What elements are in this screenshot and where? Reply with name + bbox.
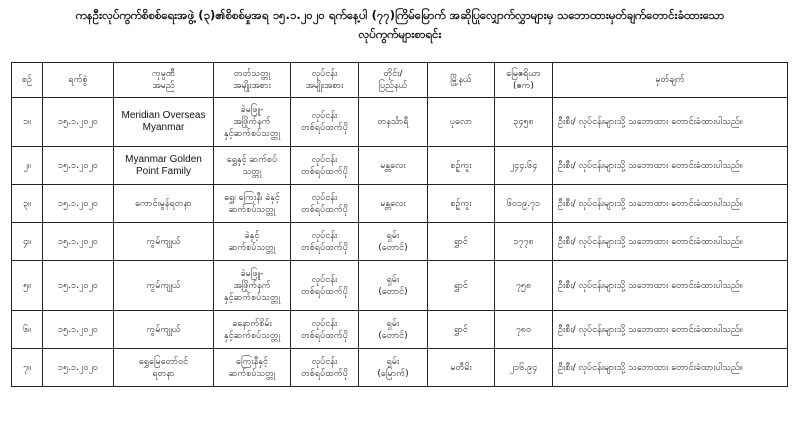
cell-date: ၁၅.၁.၂၀၂၀	[43, 261, 114, 311]
cell-remark: ဦးစီး/ လုပ်ငန်းများသို့ သဘောထား တောင်းခံထားပါသည်။	[553, 261, 788, 311]
cell-date: ၁၅.၁.၂၀၂၀	[43, 311, 114, 349]
cell-region-line: (တောင်)	[378, 330, 408, 341]
table-row	[12, 223, 788, 261]
cell-area: ၇၅၈	[495, 261, 553, 311]
cell-remark: ဦးစီး/ လုပ်ငန်းများသို့ သဘောထား တောင်းခံထားပါသည်။	[553, 185, 788, 223]
cell-no: ၂။	[12, 147, 43, 185]
cell-mineral-line: ဆက်စပ်သတ္တု	[228, 242, 276, 253]
cell-business-line: တစ်ရပ်ထက်ပို	[301, 286, 348, 297]
cell-area: ၆၀၁၉.၇၁	[495, 185, 553, 223]
cell-business	[291, 147, 359, 185]
cell-mineral-line: အဖြိုက်နက်	[233, 280, 271, 291]
cell-region	[359, 349, 428, 387]
cell-company	[114, 349, 214, 387]
header-date: ရက်စွဲ	[43, 63, 114, 98]
cell-no: ၁။	[12, 98, 43, 147]
cell-mineral	[214, 98, 291, 147]
cell-mineral-line: သတ္တု	[242, 166, 262, 177]
cell-business-line: တစ်ရပ်ထက်ပို	[301, 330, 348, 341]
cell-business-line: လုပ်ငန်း	[311, 111, 338, 121]
table-row	[12, 185, 788, 223]
cell-company	[114, 147, 214, 185]
cell-township: စဉ့်ကူး	[428, 185, 495, 223]
cell-company	[114, 98, 214, 147]
cell-region-line: ရှမ်း	[386, 274, 400, 285]
cell-business-line: လုပ်ငန်း	[311, 274, 338, 285]
header-area: မြေဧရိယာ (ဧက)	[495, 63, 553, 98]
cell-mineral-line: ခနောက်စိမ်း	[232, 318, 272, 329]
cell-company	[114, 311, 214, 349]
table-row	[12, 349, 788, 387]
cell-area: ၇၈၀	[495, 311, 553, 349]
cell-remark: ဦးစီး/ လုပ်ငန်းများသို့ သဘောထား တောင်းခံထားပါသည်။	[553, 349, 788, 387]
cell-no: ၇။	[12, 349, 43, 387]
cell-company-line: Myanmar Golden	[125, 153, 202, 165]
cell-mineral-line: နှင့်ဆက်စပ်သတ္တု	[223, 330, 281, 341]
cell-no: ၅။	[12, 261, 43, 311]
document-title	[0, 6, 800, 44]
cell-business	[291, 185, 359, 223]
cell-region-line: ရှမ်း	[386, 356, 400, 367]
cell-remark: ဦးစီး/ လုပ်ငန်းများသို့ သဘောထား တောင်းခံထားပါသည်။	[553, 98, 788, 147]
cell-company-line: ကောင်းမွန်ရတနာ	[135, 198, 192, 209]
cell-mineral	[214, 147, 291, 185]
cell-region-line: ရှမ်း	[386, 318, 400, 329]
cell-no: ၆။	[12, 311, 43, 349]
header-region: တိုင်း/ ပြည်နယ်	[359, 63, 428, 98]
cell-remark: ဦးစီး/ လုပ်ငန်းများသို့ သဘောထား တောင်းခံထားပါသည်။	[553, 311, 788, 349]
cell-company-line: Point Family	[135, 165, 191, 177]
cell-remark: ဦးစီး/ လုပ်ငန်းများသို့ သဘောထား တောင်းခံထားပါသည်။	[553, 223, 788, 261]
cell-remark: ဦးစီး/ လုပ်ငန်းများသို့ သဘောထား တောင်းခံထားပါသည်။	[553, 147, 788, 185]
cell-date: ၁၅.၁.၂၀၂၀	[43, 349, 114, 387]
table-row	[12, 98, 788, 147]
cell-mineral	[214, 311, 291, 349]
cell-business	[291, 311, 359, 349]
cell-mineral-line: ခဲမဖြူ-	[240, 105, 264, 115]
cell-mineral	[214, 349, 291, 387]
cell-township: ရွှာင်	[428, 223, 495, 261]
cell-business-line: တစ်ရပ်ထက်ပို	[301, 368, 348, 379]
cell-business-line: လုပ်ငန်း	[311, 192, 338, 203]
cell-mineral-line: ခဲမဖြူ-	[240, 268, 264, 279]
header-no: စဉ်	[12, 63, 43, 98]
cell-company-line: ရတနာ	[152, 368, 175, 379]
cell-region-line: ရှမ်း	[386, 230, 400, 241]
cell-date: ၁၅.၁.၂၀၂၀	[43, 147, 114, 185]
cell-township: ရွှာင်	[428, 261, 495, 311]
header-company: ကုမ္ပဏီ အမည်	[114, 63, 214, 98]
cell-business	[291, 223, 359, 261]
table-row	[12, 147, 788, 185]
cell-region	[359, 147, 428, 185]
header-business: လုပ်ငန်း အမျိုးအစား	[291, 63, 359, 98]
cell-region	[359, 98, 428, 147]
cell-business	[291, 261, 359, 311]
cell-region-line: (တောင်)	[378, 242, 408, 253]
cell-mineral-line: နှင့်ဆက်စပ်သတ္တု	[223, 129, 281, 139]
title-line-1: ကနဦးလုပ်ကွက်စိစစ်ရေးအဖွဲ့ (၃)၏စိစစ်မှုအရ ၁၅.၁.၂၀၂၀ ရက်နေ့ပါ (၇၇)ကြိမ်မြောက် အဆိုပြုလျှောက်လွှာများမှ သဘောထားမှတ်ချက်တောင်းခံထားသော	[75, 8, 725, 22]
cell-mineral-line: ကြေးနီနှင့်	[236, 356, 268, 367]
cell-region-line: မန္တလေး	[380, 198, 406, 209]
cell-mineral-line: နှင့်ဆက်စပ်သတ္တု	[223, 292, 281, 303]
cell-mineral-line: ခဲနှင့်	[244, 230, 260, 241]
cell-business-line: တစ်ရပ်ထက်ပို	[301, 242, 348, 253]
cell-area: ၁၇၇၈	[495, 223, 553, 261]
cell-company-line: Meridian Overseas	[121, 110, 206, 121]
cell-company-line: ကွမ်ကျုယ်	[146, 236, 181, 247]
cell-township: ပုလော	[428, 98, 495, 147]
cell-business	[291, 349, 359, 387]
cell-business-line: လုပ်ငန်း	[311, 318, 338, 329]
cell-company-line: ကွမ်ကျုယ်	[146, 324, 181, 335]
table-row	[12, 311, 788, 349]
cell-region-line: (တောင်)	[378, 286, 408, 297]
cell-region-line: မန္တလေး	[380, 160, 406, 171]
cell-business	[291, 98, 359, 147]
cell-company-line: Myanmar	[142, 122, 185, 133]
cell-mineral-line: ဆက်စပ်သတ္တု	[228, 204, 276, 215]
cell-area: ၂၁၆.၉၄	[495, 349, 553, 387]
cell-company	[114, 185, 214, 223]
permit-table	[11, 62, 788, 387]
cell-date: ၁၅.၁.၂၀၂၀	[43, 185, 114, 223]
header-remark: မှတ်ချက်	[553, 63, 788, 98]
cell-mineral	[214, 261, 291, 311]
cell-company	[114, 223, 214, 261]
cell-area: ၂၄၄.၆၄	[495, 147, 553, 185]
cell-township: ရွှာင်	[428, 311, 495, 349]
cell-mineral-line: ရွှေနှင့် ဆက်စပ်	[226, 154, 278, 165]
cell-business-line: လုပ်ငန်း	[311, 154, 338, 165]
cell-company-line: ရွှေမြေတော်ဝင်	[138, 356, 189, 367]
cell-township: စဉ့်ကူး	[428, 147, 495, 185]
cell-mineral-line: ဆက်စပ်သတ္တု	[228, 368, 276, 379]
title-line-2: လုပ်ကွက်များစာရင်း	[358, 27, 442, 41]
cell-region-line: တနင်္သာရီ	[377, 117, 409, 127]
cell-region	[359, 185, 428, 223]
cell-mineral	[214, 185, 291, 223]
cell-no: ၃။	[12, 185, 43, 223]
cell-region	[359, 261, 428, 311]
cell-region	[359, 311, 428, 349]
cell-company	[114, 261, 214, 311]
cell-business-line: တစ်ရပ်ထက်ပို	[301, 123, 348, 133]
cell-no: ၄။	[12, 223, 43, 261]
cell-mineral-line: အဖြိုက်နက်	[233, 117, 271, 127]
cell-area: ၃၄၅၈	[495, 98, 553, 147]
cell-mineral	[214, 223, 291, 261]
cell-region	[359, 223, 428, 261]
header-township: မြို့နယ်	[428, 63, 495, 98]
cell-township: မတီမိး	[428, 349, 495, 387]
cell-region-line: (မြောက်)	[377, 368, 409, 379]
cell-mineral-line: ရွှေ၊ ကြေးနီ၊ ခဲနှင့်	[224, 192, 280, 203]
cell-business-line: တစ်ရပ်ထက်ပို	[301, 204, 348, 215]
table-row	[12, 261, 788, 311]
cell-business-line: လုပ်ငန်း	[311, 230, 338, 241]
cell-date: ၁၅.၁.၂၀၂၀	[43, 223, 114, 261]
header-row	[12, 63, 788, 98]
cell-date: ၁၅.၁.၂၀၂၀	[43, 98, 114, 147]
cell-company-line: ကွမ်ကျုယ်	[146, 280, 181, 291]
header-mineral: တတ်သတ္တု အမျိုးအစား	[214, 63, 291, 98]
cell-business-line: လုပ်ငန်း	[311, 356, 338, 367]
cell-business-line: တစ်ရပ်ထက်ပို	[301, 166, 348, 177]
